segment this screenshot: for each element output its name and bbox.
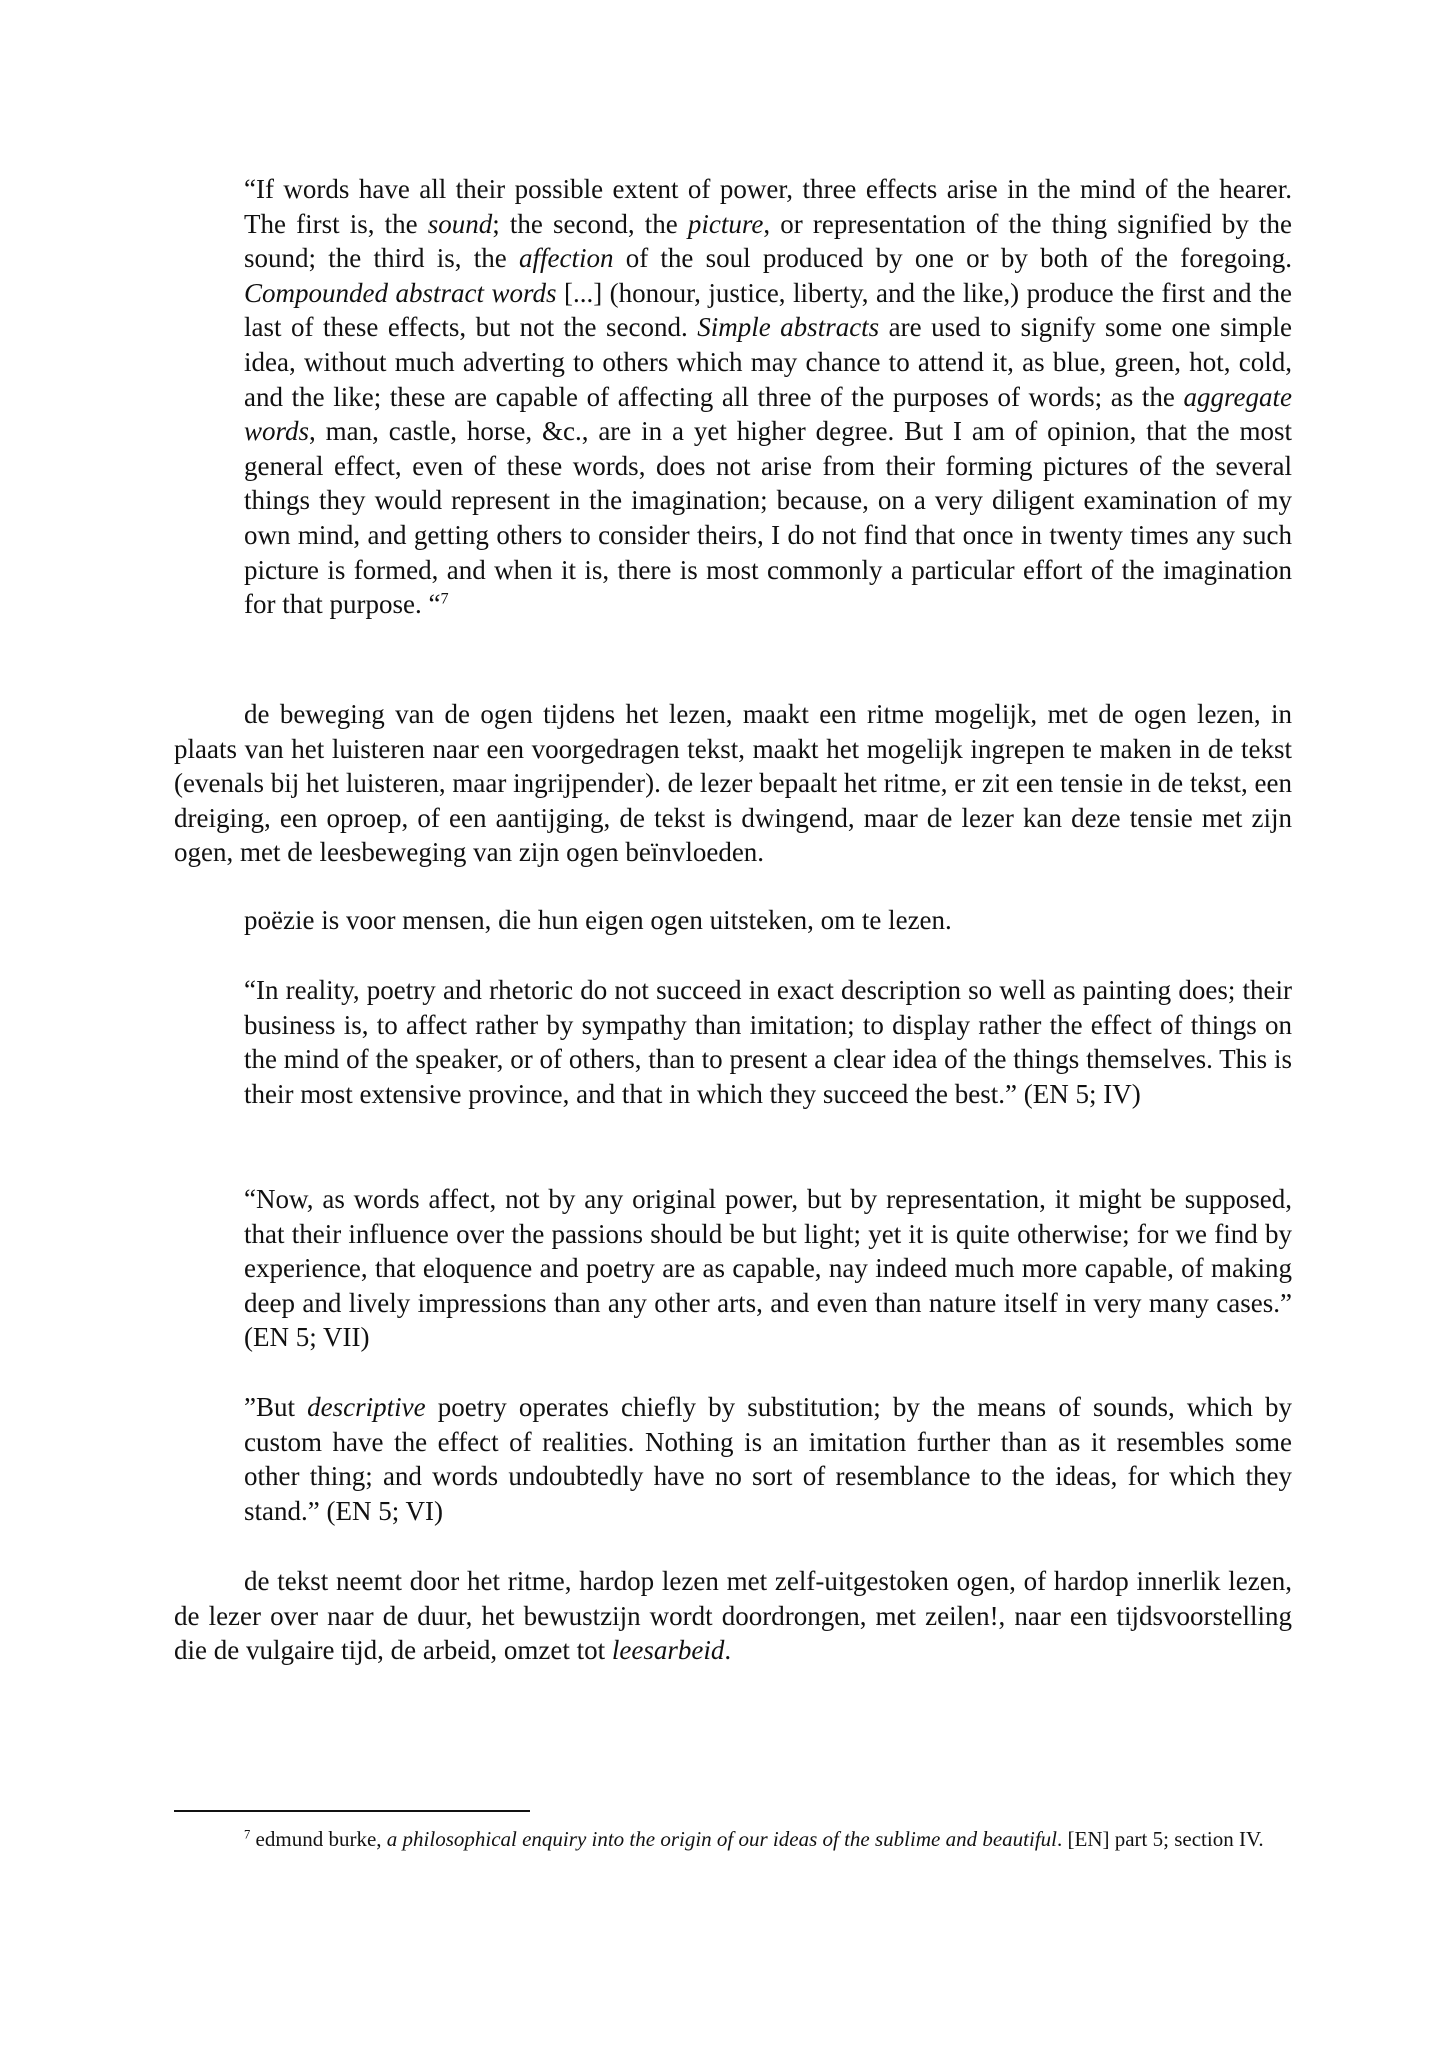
quote-text: are used to signify some one simple idea, without much adverting to others which may chance to attend it, as blue, green, hot, cold, and the like; these are capable of affecting all three of the purposes of words; as the [244, 312, 1292, 412]
footnote [174, 1826, 1292, 1853]
quote-text: ; the second, the [492, 208, 688, 239]
footnote-title: a philosophical enquiry into the origin of our ideas of the sublime and beautiful [386, 1827, 1057, 1851]
footnote-source: . [EN] part 5; section IV. [1057, 1827, 1264, 1851]
paragraph-beweging [174, 697, 1292, 870]
burke-quote-words [244, 172, 1292, 622]
quote-emphasis: Compounded abstract words [244, 277, 557, 308]
footnote-author: edmund burke, [250, 1827, 387, 1851]
quote-emphasis: aggregate words [244, 381, 1292, 447]
quote-text: poetry operates chiefly by substitution; by the means of sounds, which by custom have the effect of realities. Nothing is an imitation further than as it resembles some other thing; and words undoubtedly have no sort of resemblance to the ideas, for which they stand.” (EN 5; VI) [244, 1392, 1292, 1526]
quote-text: ”But [244, 1392, 308, 1422]
quote-text: of the soul produced by one or by both of the foregoing. [613, 243, 1293, 274]
paragraph-text: de beweging van de ogen tijdens het lezen, maakt een ritme mogelijk, met de ogen lezen, in plaats van het luisteren naar een voorgedragen tekst, maakt het mogelijk ingrepen te maken in de tekst (evenals bij het luisteren, maar ingrijpender). de lezer bepaalt het ritme, er zit een tensie in de tekst, een dreiging, een oproep, of een aantijging, de tekst is dwingend, maar de lezer kan deze tensie met zijn ogen, met de leesbeweging van zijn ogen beïnvloeden. [174, 699, 1292, 868]
quote-emphasis: sound [427, 208, 493, 239]
quote-emphasis: affection [518, 243, 614, 274]
quote-text: [...] (honour, justice, liberty, and the like,) produce the first and the last of these effects, but not the second. [244, 277, 1292, 343]
footnote-reference[interactable]: 7 [440, 589, 449, 608]
paragraph-text: poëzie is voor mensen, die hun eigen ogen uitsteken, om te lezen. [244, 905, 952, 935]
quote-emphasis: Simple abstracts [697, 312, 880, 343]
quote-emphasis: picture [687, 208, 764, 239]
footnote-number: 7 [244, 1827, 251, 1842]
burke-quote-now-as-words [244, 1182, 1292, 1355]
quote-text: “If words have all their possible extent of power, three effects arise in the mind of the hearer. The first is, the [244, 174, 1292, 239]
paragraph-poezie [244, 903, 952, 938]
quote-text: , man, castle, horse, &c., are in a yet higher degree. But I am of opinion, that the most general effect, even of these words, does not arise from their forming pictures of the several things they would represent in the imagination; because, on a very diligent examination of my own mind, and getting others to consider theirs, I do not find that once in twenty times any such picture is formed, and when it is, there is most commonly a particular effort of the imagination for that purpose. “ [244, 416, 1292, 620]
quote-text: “In reality, poetry and rhetoric do not succeed in exact description so well as painting does; their business is, to affect rather by sympathy than imitation; to display rather the effect of things on the mind of the speaker, or of others, than to present a clear idea of the things themselves. This is their most extensive province, and that in which they succeed the best.” (EN 5; IV) [244, 975, 1292, 1109]
burke-quote-descriptive [244, 1390, 1292, 1528]
quote-emphasis: descriptive [307, 1392, 426, 1422]
quote-text: , or representation of the thing signified by the sound; the third is, the [244, 208, 1292, 274]
paragraph-tekst-ritme [174, 1564, 1292, 1668]
quote-text: “Now, as words affect, not by any original power, but by representation, it might be supposed, that their influence over the passions should be but light; yet it is quite otherwise; for we find by experience, that eloquence and poetry are as capable, nay indeed much more capable, of making deep and lively impressions than any other arts, and even than nature itself in very many cases.” (EN 5; VII) [244, 1184, 1292, 1353]
footnote-separator [174, 1810, 530, 1812]
paragraph-text: . [724, 1635, 732, 1666]
paragraph-text: de tekst neemt door het ritme, hardop lezen met zelf-uitgestoken ogen, of hardop innerlik lezen, de lezer over naar de duur, het bewustzijn wordt doordrongen, met zeilen!, naar een tijdsvoorstelling die de vulgaire tijd, de arbeid, omzet tot [174, 1566, 1292, 1666]
burke-quote-reality [244, 973, 1292, 1111]
paragraph-emphasis: leesarbeid [611, 1635, 725, 1666]
